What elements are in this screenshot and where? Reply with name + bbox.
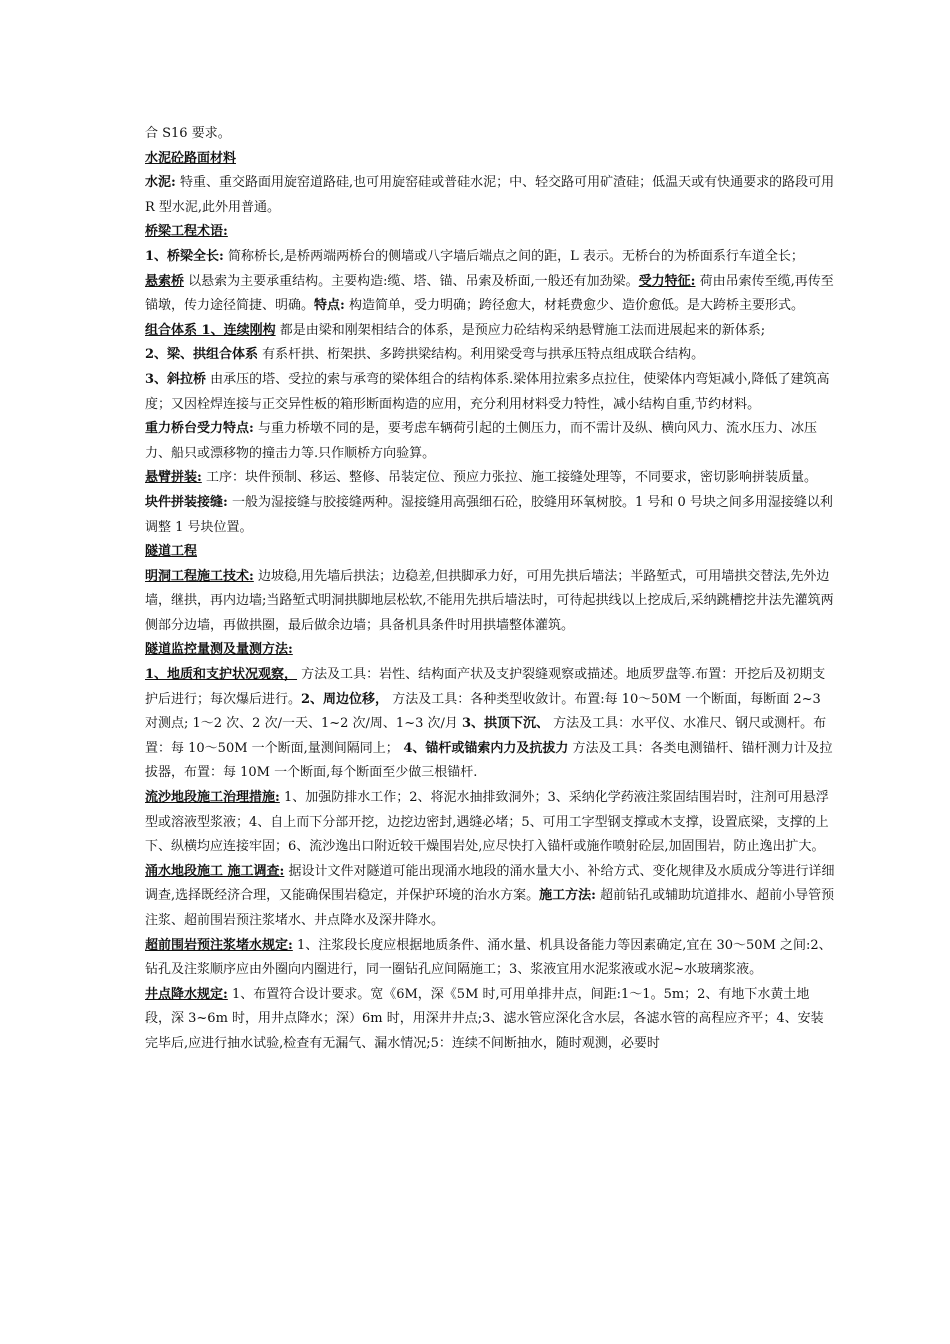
text: 方法及工具：水平仪、水准尺、钢尺或测杆。布置：每 10～50M 一个断面,量测间隔同上； [145, 716, 827, 756]
term-label: 1、地质和支护状况观察， [145, 667, 298, 683]
text: 荷由吊索传至缆,再传至锚墩，传力途径简捷、明确。 [145, 273, 834, 314]
paragraph-beam-arch [145, 343, 835, 368]
term-label: 2、周边位移， [301, 691, 389, 707]
text: 简称桥长,是桥两端两桥台的侧墙或八字墙后端点之间的距，L 表示。无桥台的为桥面系行车道全长； [223, 248, 804, 264]
term-label: 1、连续刚构 [197, 322, 276, 338]
heading-monitoring [145, 638, 835, 663]
term-label: 1、桥梁全长: [145, 248, 224, 264]
text: 方法及工具：各类电测锚杆、锚杆测力计及拉拔器，布置：每 10M 一个断面,每个断面至少做三根锚杆. [145, 740, 833, 781]
paragraph-gravity-abutment [145, 417, 835, 466]
text: 合 S16 要求。 [145, 126, 231, 141]
text: 方法及工具：各种类型收敛计。布置:每 10～50M 一个断面，每断面 2~3 对测点; 1～2 次、2 次/一天、1~2 次/周、1~3 次/月 [145, 691, 821, 732]
term-label: 流沙地段施工治理措施: [145, 790, 280, 806]
heading-text: 水泥砼路面材料 [145, 150, 237, 166]
text: 工序：块件预制、移运、整修、吊装定位、预应力张拉、施工接缝处理等，不同要求，密切影响拼装质量。 [201, 470, 817, 486]
term-label: 受力特征: [638, 273, 696, 289]
paragraph-quicksand [145, 786, 835, 860]
heading-cement-pavement [145, 147, 835, 172]
term-label: 悬索桥 [145, 273, 185, 289]
text: 以悬索为主要承重结构。主要构造:缆、塔、锚、吊索及桥面,一般还有加劲梁。 [184, 273, 639, 289]
paragraph-block-joint [145, 491, 835, 540]
text: 超前钻孔或辅助坑道排水、超前小导管预注浆、超前围岩预注浆堵水、井点降水及深井降水。 [145, 888, 835, 928]
term-label: 明洞工程施工技术: [145, 568, 254, 584]
heading-text: 隧道工程 [145, 544, 198, 560]
term-label: 2、梁、拱组合体系 [145, 347, 259, 363]
text: 据设计文件对隧道可能出现涌水地段的涌水量大小、补给方式、变化规律及水质成分等进行详细调查,选择既经济合理，又能确保围岩稳定，并保护环境的治水方案。 [145, 863, 835, 904]
term-label: 超前围岩预注浆堵水规定: [145, 937, 293, 953]
document-page [145, 122, 835, 1057]
term-label: 悬臂拼装: [145, 470, 202, 486]
paragraph-open-cut-tunnel [145, 565, 835, 639]
term-label: 施工方法: [539, 888, 596, 904]
paragraph-cable-stayed [145, 368, 835, 417]
text: 1、布置符合设计要求。宽《6M，深《5M 时,可用单排井点，间距:1～1。5m；2、有地下水黄土地段，深 3~6m 时，用井点降水；深）6m 时，用深井井点;3、滤水管应深化含水层，各滤水管的高程应齐平；4、安装完毕后,应进行抽水试验,检查有无漏气、漏水情况;5：连续不间断抽水，随时观测，必要时 [145, 986, 824, 1051]
paragraph-monitoring [145, 663, 835, 786]
paragraph-cement [145, 171, 835, 220]
term-label: 4、锚杆或锚索内力及抗拔力 [398, 740, 569, 756]
term-label: 涌水地段施工 施工调查: [145, 863, 285, 879]
paragraph-cantilever-assembly [145, 466, 835, 491]
text: 一般为湿接缝与胶接缝两种。湿接缝用高强细石砼，胶缝用环氧树胶。1 号和 0 号块之间多用湿接缝以利调整 1 号块位置。 [145, 494, 833, 535]
text: 1、加强防排水工作；2、将泥水抽排致洞外；3、采纳化学药液注浆固结围岩时，注剂可用悬浮型或溶液型浆液；4、自上而下分部开挖，边挖边密封,遇缝必堵；5、可用工字型钢支撑或木支撑，设置底梁，支撑的上下、纵横均应连接牢固；6、流沙逸出口附近较干燥围岩处,应尽快打入锚杆或施作喷射砼层,加固围岩，防止逸出扩大。 [145, 790, 829, 855]
paragraph-combined-system [145, 319, 835, 344]
text: 1、注浆段长度应根据地质条件、涌水量、机具设备能力等因素确定,宜在 30～50M 之间:2、钻孔及注浆顺序应由外圈向内圈进行，同一圈钻孔应间隔施工；3、浆液宜用水泥浆液或水泥~水玻璃浆液。 [145, 937, 832, 978]
heading-text: 隧道监控量测及量测方法: [145, 642, 293, 658]
term-label: 重力桥台受力特点: [145, 421, 254, 437]
text: 有系杆拱、桁架拱、多跨拱梁结构。利用梁受弯与拱承压特点组成联合结构。 [258, 347, 705, 363]
paragraph-intro [145, 122, 835, 147]
text: 特重、重交路面用旋窑道路硅,也可用旋窑硅或普硅水泥；中、轻交路可用矿渣硅；低温天或有快通要求的路段可用 R 型水泥,此外用普通。 [145, 175, 835, 215]
term-label: 水泥: [145, 175, 176, 191]
text: 都是由梁和刚架相结合的体系，是预应力砼结构采纳悬臂施工法而进展起来的新体系; [275, 322, 766, 338]
paragraph-bridge-length [145, 245, 835, 270]
term-label: 3、拱顶下沉、 [462, 716, 550, 732]
text: 由承压的塔、受拉的索与承弯的梁体组合的结构体系.梁体用拉索多点拉住，使梁体内弯矩减小,降低了建筑高度；又因栓焊连接与正交异性板的箱形断面构造的应用，充分利用材料受力特性，减小结构自重,节约材料。 [145, 371, 830, 412]
term-label: 组合体系 [145, 322, 198, 338]
text: 边坡稳,用先墙后拱法；边稳差,但拱脚承力好，可用先拱后墙法；半路堑式，可用墙拱交替法,先外边墙，继拱，再内边墙;当路堑式明洞拱脚地层松软,不能用先拱后墙法时，可待起拱线以上挖成后,采纳跳槽挖井法先灌筑两侧部分边墙，再做拱圈，最后做余边墙；具备机具条件时用拱墙整体灌筑。 [145, 568, 834, 633]
term-label: 特点: [314, 298, 345, 314]
text: 与重力桥墩不同的是，要考虑车辆荷引起的土侧压力，而不需计及纵、横向风力、流水压力、冰压力、船只或漂移物的撞击力等.只作顺桥方向验算。 [145, 421, 817, 461]
term-label: 块件拼装接缝: [145, 494, 228, 510]
text: 方法及工具：岩性、结构面产状及支护裂缝观察或描述。地质罗盘等.布置：开挖后及初期支护后进行；每次爆后进行。 [145, 667, 826, 707]
heading-bridge-terms [145, 220, 835, 245]
text: 构造简单，受力明确；跨径愈大，材耗费愈少、造价愈低。是大跨桥主要形式。 [344, 298, 804, 314]
heading-text: 桥梁工程术语: [145, 224, 228, 240]
paragraph-suspension-bridge [145, 270, 835, 319]
term-label: 3、斜拉桥 [145, 371, 207, 387]
paragraph-well-point [145, 983, 835, 1057]
paragraph-water-gush [145, 860, 835, 934]
paragraph-pre-grouting [145, 934, 835, 983]
term-label: 井点降水规定: [145, 986, 228, 1002]
heading-tunnel [145, 540, 835, 565]
